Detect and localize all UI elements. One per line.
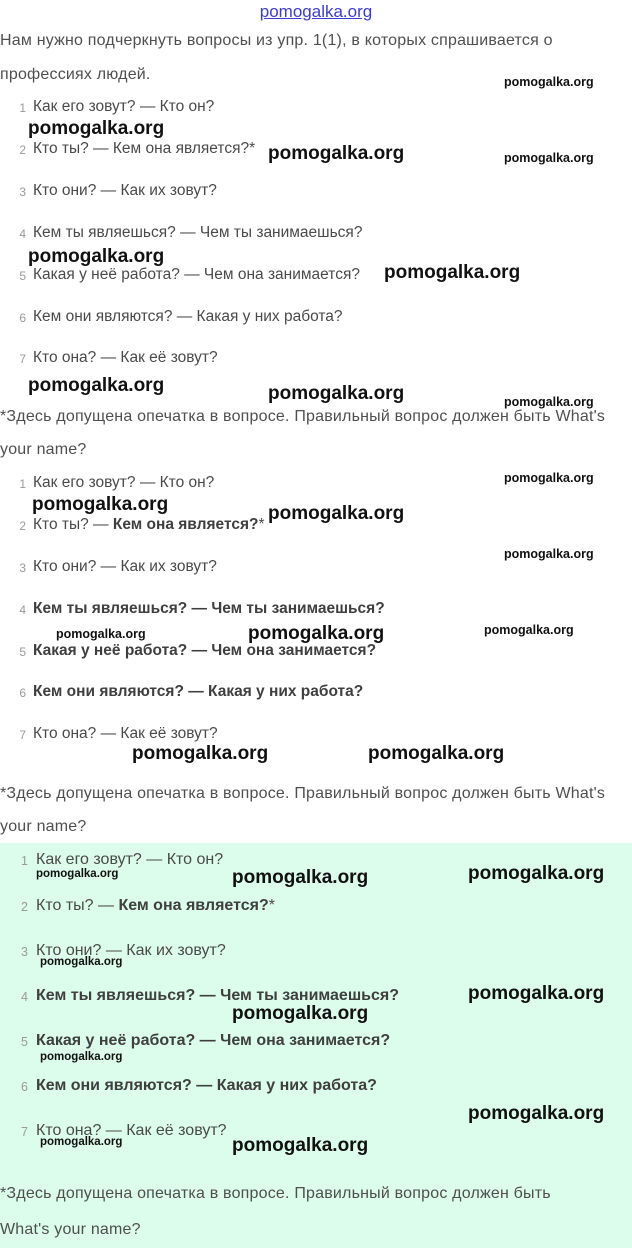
- item-number: 6: [19, 686, 26, 700]
- watermark-text: pomogalka.org: [28, 375, 165, 396]
- watermark-text: pomogalka.org: [248, 623, 385, 644]
- note2-line-2: your name?: [0, 818, 87, 835]
- watermark-text: pomogalka.org: [40, 956, 123, 968]
- watermark-text: pomogalka.org: [504, 75, 594, 89]
- question-plain: Кто ты? —: [36, 897, 119, 914]
- question-plain: Кто ты? —: [33, 516, 113, 533]
- item-number: 7: [21, 1125, 28, 1139]
- item-number: 3: [21, 945, 28, 959]
- item-number: 7: [19, 728, 26, 742]
- question-text: [33, 683, 363, 701]
- item-number: 7: [19, 352, 26, 366]
- item-number: 4: [19, 227, 26, 241]
- watermark-text: pomogalka.org: [468, 983, 605, 1004]
- question-underlined: Кем ты являешься? — Чем ты занимаешься?: [36, 987, 400, 1004]
- watermark-text: pomogalka.org: [368, 743, 505, 764]
- question-plain: Кто они? — Как их зовут?: [36, 942, 226, 959]
- watermark-text: pomogalka.org: [504, 547, 594, 561]
- item-number: 4: [19, 603, 26, 617]
- watermark-text: pomogalka.org: [40, 1136, 123, 1148]
- question-text: [33, 725, 218, 743]
- question-text: [33, 516, 265, 534]
- watermark-text: pomogalka.org: [268, 143, 405, 164]
- note2-line-1: *Здесь допущена опечатка в вопросе. Правильный вопрос должен быть What's: [0, 785, 606, 802]
- question-underlined: Какая у неё работа? — Чем она занимается?: [36, 1032, 391, 1049]
- question-text: [33, 349, 218, 367]
- question-plain: Кто ты? — Кем она является?*: [33, 140, 256, 157]
- question-text: [33, 474, 214, 492]
- item-number: 2: [21, 900, 28, 914]
- question-underlined: Кем они являются? — Какая у них работа?: [36, 1077, 377, 1094]
- watermark-text: pomogalka.org: [504, 471, 594, 485]
- question-plain: Кто они? — Как их зовут?: [33, 558, 217, 575]
- question-plain: Как его зовут? — Кто он?: [36, 851, 224, 868]
- intro-line-2: профессиях людей.: [0, 66, 151, 83]
- question-underlined: Кем она является?: [112, 516, 259, 533]
- question-text: [36, 1077, 377, 1095]
- question-asterisk: *: [268, 897, 275, 914]
- note3-line-1: *Здесь допущена опечатка в вопросе. Правильный вопрос должен быть: [0, 1185, 551, 1202]
- question-text: [33, 182, 217, 200]
- item-number: 1: [19, 101, 26, 115]
- note-line-1: *Здесь допущена опечатка в вопросе. Правильный вопрос должен быть What's: [0, 408, 606, 425]
- item-number: 6: [21, 1080, 28, 1094]
- watermark-text: pomogalka.org: [28, 118, 165, 139]
- question-underlined: Кем они являются? — Какая у них работа?: [33, 683, 364, 700]
- question-text: [36, 851, 223, 869]
- item-number: 2: [19, 519, 26, 533]
- watermark-text: pomogalka.org: [36, 868, 119, 880]
- watermark-text: pomogalka.org: [40, 1051, 123, 1063]
- watermark-text: pomogalka.org: [56, 627, 146, 641]
- question-asterisk: *: [258, 516, 265, 533]
- question-text: [33, 600, 385, 618]
- item-number: 1: [21, 854, 28, 868]
- note-line-2: your name?: [0, 441, 87, 458]
- item-number: 6: [19, 311, 26, 325]
- question-text: [36, 1032, 390, 1050]
- question-plain: Кто она? — Как её зовут?: [33, 349, 218, 366]
- watermark-text: pomogalka.org: [468, 1103, 605, 1124]
- watermark-text: pomogalka.org: [132, 743, 269, 764]
- watermark-text: pomogalka.org: [232, 1135, 369, 1156]
- question-text: [33, 266, 360, 284]
- watermark-text: pomogalka.org: [232, 1003, 369, 1024]
- watermark-text: pomogalka.org: [504, 151, 594, 165]
- question-plain: Кто она? — Как её зовут?: [36, 1122, 227, 1139]
- question-plain: Кем они являются? — Какая у них работа?: [33, 308, 343, 325]
- item-number: 2: [19, 143, 26, 157]
- item-number: 5: [19, 645, 26, 659]
- question-plain: Кто они? — Как их зовут?: [33, 182, 217, 199]
- watermark-text: pomogalka.org: [32, 494, 169, 515]
- item-number: 5: [19, 269, 26, 283]
- watermark-text: pomogalka.org: [268, 503, 405, 524]
- watermark-text: pomogalka.org: [468, 863, 605, 884]
- item-number: 5: [21, 1035, 28, 1049]
- item-number: 1: [19, 477, 26, 491]
- question-text: [36, 897, 275, 915]
- question-text: [33, 308, 343, 326]
- question-plain: Кем ты являешься? — Чем ты занимаешься?: [33, 224, 363, 241]
- question-underlined: Кем ты являешься? — Чем ты занимаешься?: [33, 600, 385, 617]
- question-text: [33, 98, 214, 116]
- site-link[interactable]: pomogalka.org: [259, 2, 373, 21]
- question-plain: Какая у неё работа? — Чем она занимается?: [33, 266, 360, 283]
- item-number: 3: [19, 185, 26, 199]
- watermark-text: pomogalka.org: [484, 623, 574, 637]
- intro-line-1: Нам нужно подчеркнуть вопросы из упр. 1(1), в которых спрашивается о: [0, 32, 553, 49]
- question-underlined: Кем она является?: [118, 897, 269, 914]
- question-plain: Как его зовут? — Кто он?: [33, 474, 215, 491]
- note3-line-2: What's your name?: [0, 1221, 141, 1238]
- question-underlined: Какая у неё работа? — Чем она занимается?: [33, 642, 377, 659]
- watermark-text: pomogalka.org: [268, 383, 405, 404]
- watermark-text: pomogalka.org: [232, 867, 369, 888]
- question-plain: Как его зовут? — Кто он?: [33, 98, 215, 115]
- question-text: [33, 140, 255, 158]
- item-number: 4: [21, 990, 28, 1004]
- watermark-text: pomogalka.org: [504, 395, 594, 409]
- watermark-text: pomogalka.org: [28, 246, 165, 267]
- watermark-text: pomogalka.org: [384, 262, 521, 283]
- question-text: [33, 224, 362, 242]
- question-text: [33, 558, 217, 576]
- item-number: 3: [19, 561, 26, 575]
- question-plain: Кто она? — Как её зовут?: [33, 725, 218, 742]
